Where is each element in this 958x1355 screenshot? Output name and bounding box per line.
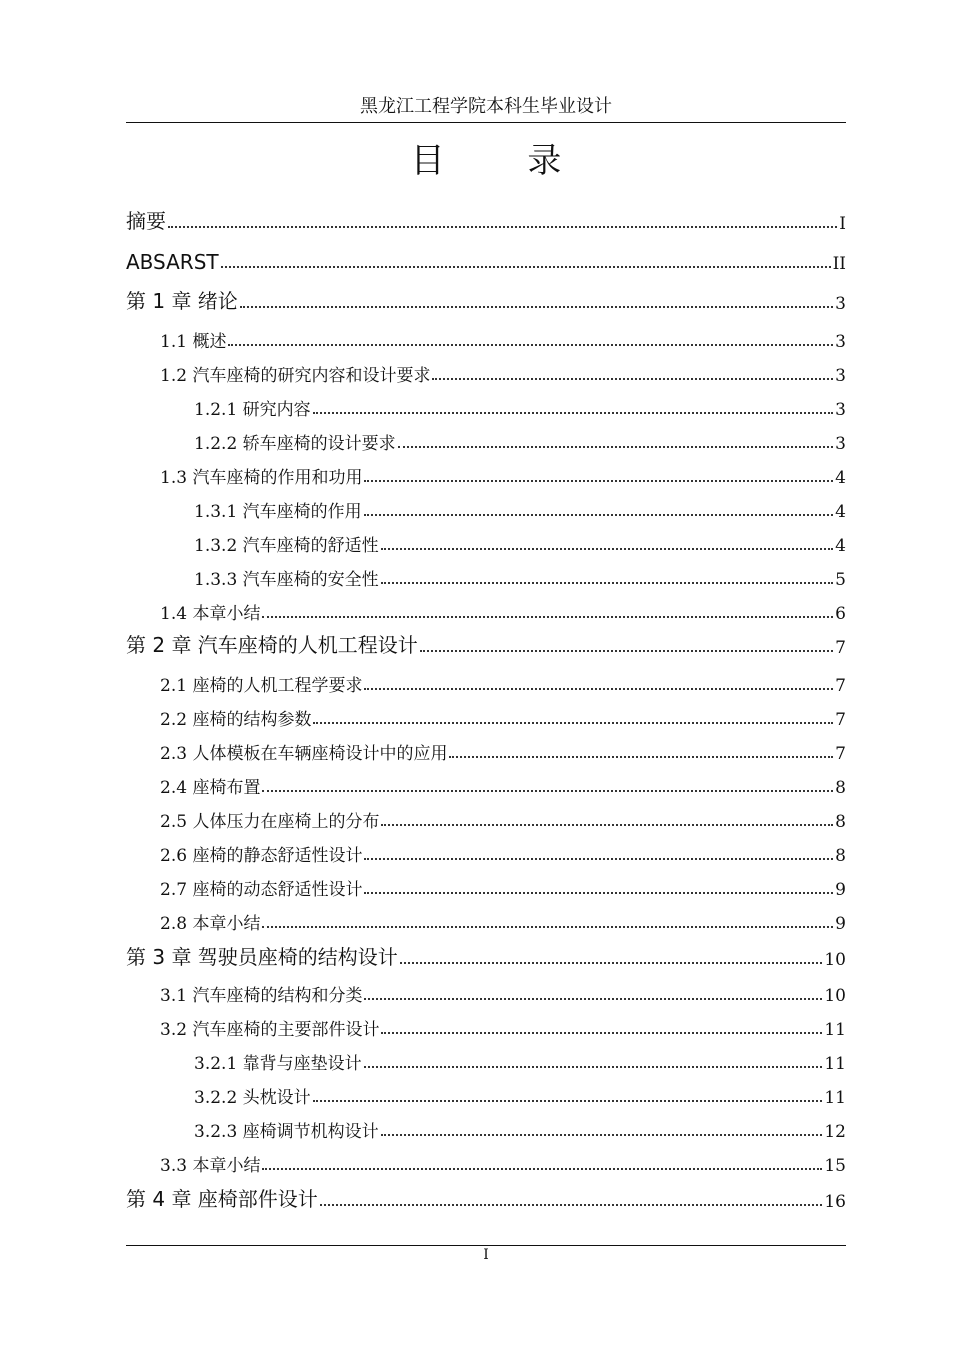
toc-entry[interactable]	[126, 628, 846, 658]
toc-entry-title: 3.3 本章小结	[160, 1156, 261, 1176]
toc-leader-dots	[320, 1204, 823, 1206]
toc-entry-title: 第 3 章 驾驶员座椅的结构设计	[126, 945, 398, 969]
page-title: 目 录	[410, 141, 598, 181]
toc-entry-page: 10	[824, 950, 846, 970]
toc-entry-page: 3	[835, 400, 846, 420]
toc-entry-title: 2.5 人体压力在座椅上的分布	[160, 812, 380, 832]
toc-entry[interactable]	[126, 458, 846, 488]
footer-rule	[126, 1245, 846, 1246]
toc-leader-dots	[364, 688, 833, 690]
toc-entry-title: 1.2 汽车座椅的研究内容和设计要求	[160, 366, 431, 386]
toc-leader-dots	[262, 790, 833, 792]
toc-entry-title: 2.7 座椅的动态舒适性设计	[160, 880, 363, 900]
toc-entry-title: 1.3.2 汽车座椅的舒适性	[194, 536, 379, 556]
toc-leader-dots	[381, 1134, 823, 1136]
toc-leader-dots	[313, 412, 834, 414]
toc-entry[interactable]	[126, 390, 846, 420]
toc-entry-page: 11	[824, 1054, 846, 1074]
toc-entry-page: 8	[835, 778, 846, 798]
toc-leader-dots	[313, 1100, 823, 1102]
toc-entry-title: 第 4 章 座椅部件设计	[126, 1187, 318, 1211]
toc-leader-dots	[381, 1032, 822, 1034]
toc-entry[interactable]	[126, 870, 846, 900]
toc-entry-page: 11	[824, 1020, 846, 1040]
toc-leader-dots	[364, 858, 833, 860]
toc-leader-dots	[420, 650, 833, 652]
toc-entry-title: 3.2.2 头枕设计	[194, 1088, 311, 1108]
toc-leader-dots	[432, 378, 833, 380]
toc-entry[interactable]	[126, 594, 846, 624]
toc-entry-title: 2.1 座椅的人机工程学要求	[160, 676, 363, 696]
toc-entry-page: 16	[824, 1192, 846, 1212]
toc-entry-title: 2.4 座椅布置	[160, 778, 261, 798]
toc-entry-page: 15	[824, 1156, 846, 1176]
toc-entry-title: 3.2.3 座椅调节机构设计	[194, 1122, 379, 1142]
toc-entry-page: I	[839, 214, 846, 234]
toc-entry[interactable]	[126, 1112, 846, 1142]
toc-entry-page: 4	[835, 468, 846, 488]
toc-leader-dots	[381, 548, 834, 550]
toc-entry-title: 2.8 本章小结	[160, 914, 261, 934]
toc-entry-page: 7	[835, 676, 846, 696]
toc-entry-title: 1.2.1 研究内容	[194, 400, 311, 420]
toc-entry[interactable]	[126, 1078, 846, 1108]
toc-entry-page: 9	[835, 880, 846, 900]
toc-leader-dots	[381, 582, 834, 584]
toc-leader-dots	[398, 446, 834, 448]
toc-entry-title: 第 1 章 绪论	[126, 289, 238, 313]
toc-entry[interactable]	[126, 836, 846, 866]
toc-entry-page: 10	[824, 986, 846, 1006]
toc-entry[interactable]	[126, 322, 846, 352]
toc-entry[interactable]	[126, 1182, 846, 1212]
toc-entry-page: 12	[824, 1122, 846, 1142]
toc-entry-page: 4	[835, 536, 846, 556]
toc-entry[interactable]	[126, 1044, 846, 1074]
toc-entry-page: 3	[835, 294, 846, 314]
toc-entry-title: 2.6 座椅的静态舒适性设计	[160, 846, 363, 866]
toc-entry[interactable]	[126, 244, 846, 274]
toc-entry-title: 1.2.2 轿车座椅的设计要求	[194, 434, 396, 454]
toc-entry[interactable]	[126, 700, 846, 730]
toc-entry-title: 2.2 座椅的结构参数	[160, 710, 312, 730]
toc-leader-dots	[262, 616, 833, 618]
header-rule	[126, 122, 846, 123]
toc-entry-title: 1.3 汽车座椅的作用和功用	[160, 468, 363, 488]
toc-entry-page: II	[832, 254, 846, 274]
toc-entry[interactable]	[126, 940, 846, 970]
toc-entry-page: 7	[835, 744, 846, 764]
toc-leader-dots	[449, 756, 833, 758]
toc-entry[interactable]	[126, 560, 846, 590]
toc-entry-title: ABSARST	[126, 250, 219, 274]
toc-entry[interactable]	[126, 976, 846, 1006]
toc-entry-page: 11	[824, 1088, 846, 1108]
toc-entry[interactable]	[126, 666, 846, 696]
running-header: 黑龙江工程学院本科生毕业设计	[360, 96, 612, 117]
toc-entry[interactable]	[126, 1146, 846, 1176]
toc-leader-dots	[364, 480, 833, 482]
toc-entry[interactable]	[126, 802, 846, 832]
toc-leader-dots	[313, 722, 833, 724]
toc-entry-page: 6	[835, 604, 846, 624]
toc-entry-page: 4	[835, 502, 846, 522]
toc-entry-page: 3	[835, 434, 846, 454]
toc-entry-page: 7	[835, 710, 846, 730]
toc-entry-page: 3	[835, 332, 846, 352]
toc-entry-title: 3.2.1 靠背与座垫设计	[194, 1054, 362, 1074]
toc-entry[interactable]	[126, 734, 846, 764]
toc-entry[interactable]	[126, 284, 846, 314]
toc-entry[interactable]	[126, 904, 846, 934]
toc-leader-dots	[228, 344, 833, 346]
toc-entry-page: 9	[835, 914, 846, 934]
toc-leader-dots	[168, 226, 837, 228]
footer-page-number: I	[483, 1247, 489, 1263]
toc-entry-title: 1.1 概述	[160, 332, 227, 352]
toc-leader-dots	[381, 824, 833, 826]
toc-leader-dots	[364, 514, 834, 516]
toc-entry[interactable]	[126, 1010, 846, 1040]
toc-entry-title: 1.3.3 汽车座椅的安全性	[194, 570, 379, 590]
toc-entry[interactable]	[126, 768, 846, 798]
toc-entry[interactable]	[126, 204, 846, 234]
toc-entry-title: 第 2 章 汽车座椅的人机工程设计	[126, 633, 418, 657]
toc-leader-dots	[221, 266, 831, 268]
toc-entry[interactable]	[126, 356, 846, 386]
toc-leader-dots	[364, 1066, 823, 1068]
toc-leader-dots	[262, 1168, 822, 1170]
toc-leader-dots	[364, 998, 822, 1000]
toc-entry-title: 摘要	[126, 209, 166, 233]
toc-entry[interactable]	[126, 424, 846, 454]
toc-entry-page: 3	[835, 366, 846, 386]
toc-leader-dots	[400, 962, 823, 964]
toc-entry-title: 2.3 人体模板在车辆座椅设计中的应用	[160, 744, 448, 764]
toc-entry[interactable]	[126, 526, 846, 556]
toc-leader-dots	[240, 306, 833, 308]
toc-entry-page: 7	[835, 638, 846, 658]
toc-leader-dots	[364, 892, 833, 894]
toc-entry-title: 3.1 汽车座椅的结构和分类	[160, 986, 363, 1006]
toc-entry[interactable]	[126, 492, 846, 522]
toc-entry-page: 8	[835, 812, 846, 832]
toc-leader-dots	[262, 926, 833, 928]
toc-entry-page: 5	[835, 570, 846, 590]
toc-entry-page: 8	[835, 846, 846, 866]
toc-entry-title: 1.3.1 汽车座椅的作用	[194, 502, 362, 522]
toc-entry-title: 3.2 汽车座椅的主要部件设计	[160, 1020, 380, 1040]
toc-entry-title: 1.4 本章小结	[160, 604, 261, 624]
